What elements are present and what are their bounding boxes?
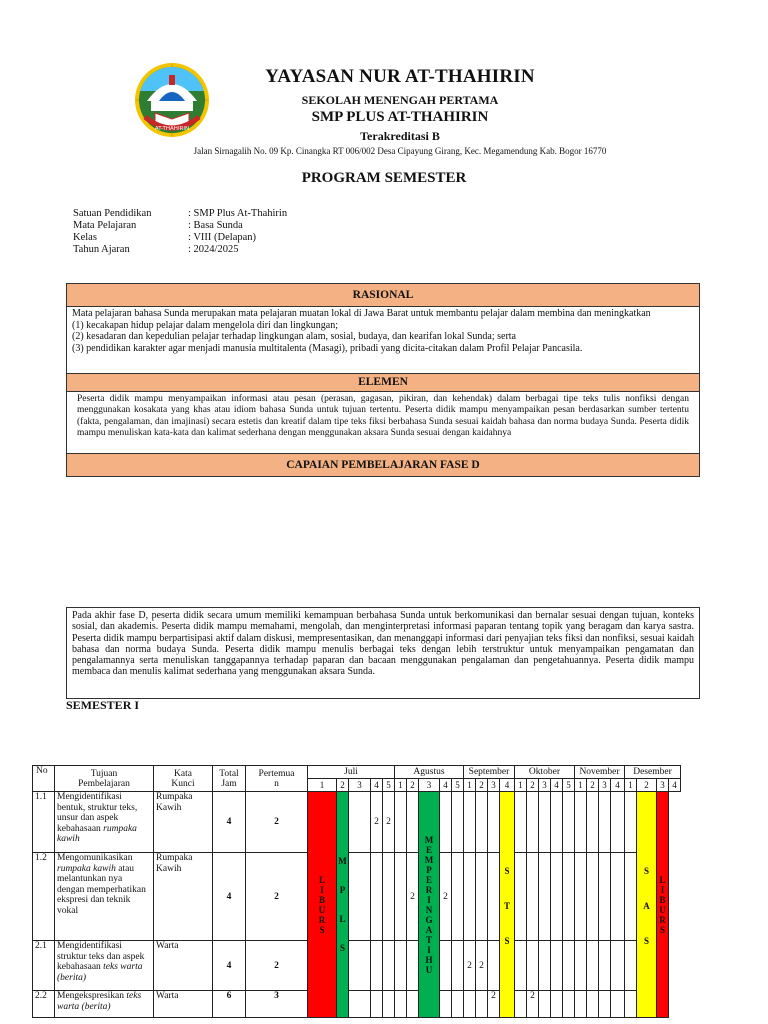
libur-letter: L bbox=[318, 874, 325, 885]
semester-schedule-table bbox=[32, 765, 681, 1018]
row-goal bbox=[55, 991, 154, 1018]
week-header: 1 bbox=[464, 779, 476, 792]
week-cell: 2 bbox=[407, 853, 419, 941]
week-cell bbox=[349, 941, 371, 991]
week-cell bbox=[575, 991, 587, 1018]
row-key: Rumpaka Kawih bbox=[154, 792, 213, 853]
row-total: 6 bbox=[213, 991, 246, 1018]
row-goal-text: Mengomunikasikan bbox=[57, 853, 133, 863]
week-cell bbox=[452, 792, 464, 853]
hut-letter: U bbox=[425, 964, 433, 975]
week-cell bbox=[575, 792, 587, 853]
week-header: 4 bbox=[371, 779, 383, 792]
elemen-heading: ELEMEN bbox=[66, 373, 700, 392]
week-cell bbox=[539, 941, 551, 991]
sts-label bbox=[500, 864, 514, 946]
hut-letter: P bbox=[426, 864, 432, 875]
libur-letter: U bbox=[659, 904, 666, 915]
month-header: November bbox=[575, 766, 625, 779]
col-header-total-line: Jam bbox=[221, 778, 237, 789]
row-goal-text: atau melantunkan nya dengan memperhatikan ekspresi dan teknik vokal bbox=[57, 863, 146, 916]
week-cell bbox=[539, 991, 551, 1018]
row-goal-italic: teks warta (berita) bbox=[57, 991, 142, 1012]
libur-letter: S bbox=[319, 924, 325, 935]
elemen-text: Peserta didik mampu menyampaikan informasi atau pesan (perasan, gagasan, pikiran, dan kehendak) dalam berbagai tipe teks tulis nonfiksi dengan menggunakan kosakata yang khas atau idiom bahasa Sunda untuk tujuan tertentu. Peserta didik mampu menyampaikan pesan berdasarkan sumber tertentu (fakta, pengalaman, dan imajinasi) secara estetis dan kreatif dalam tipe teks fiksi berbahasa Sunda sesuai kaidah bahasa dan norma budaya Sunda. Peserta didik mampu menuliskan kata-kata dan kalimat sederhana dengan menggunakan aksara Sunda sesuai dengan kaidahnya bbox=[66, 391, 700, 454]
week-cell bbox=[440, 941, 452, 991]
week-cell bbox=[539, 792, 551, 853]
identity-value: : Basa Sunda bbox=[188, 220, 243, 231]
week-header: 5 bbox=[383, 779, 395, 792]
week-cell: 2 bbox=[476, 941, 488, 991]
week-cell bbox=[464, 792, 476, 853]
sas-letter: A bbox=[643, 900, 650, 911]
week-cell bbox=[407, 941, 419, 991]
capaian-heading: CAPAIAN PEMBELAJARAN FASE D bbox=[66, 453, 700, 477]
col-header-goal bbox=[55, 766, 154, 792]
identity-row bbox=[73, 220, 287, 232]
table-row bbox=[33, 991, 681, 1018]
row-goal-italic: rumpaka kawih bbox=[57, 823, 137, 844]
week-cell bbox=[349, 991, 371, 1018]
week-header: 3 bbox=[599, 779, 611, 792]
identity-row bbox=[73, 208, 287, 220]
week-cell bbox=[440, 792, 452, 853]
row-goal bbox=[55, 853, 154, 941]
libur-letter: U bbox=[318, 904, 326, 915]
week-cell bbox=[551, 941, 563, 991]
week-cell bbox=[625, 991, 637, 1018]
hut-letter: H bbox=[425, 954, 433, 965]
week-header: 4 bbox=[669, 779, 681, 792]
identity-key: Satuan Pendidikan bbox=[73, 208, 152, 219]
week-cell bbox=[575, 853, 587, 941]
semester-label: SEMESTER I bbox=[66, 698, 140, 712]
hut-letter: M bbox=[424, 834, 434, 845]
week-header: 1 bbox=[575, 779, 587, 792]
identity-key: Tahun Ajaran bbox=[73, 244, 130, 255]
week-cell bbox=[587, 991, 599, 1018]
week-cell bbox=[383, 941, 395, 991]
identity-value: : 2024/2025 bbox=[188, 244, 239, 255]
week-cell bbox=[587, 853, 599, 941]
row-goal-italic: teks warta (berita) bbox=[57, 962, 143, 983]
capaian-text: Pada akhir fase D, peserta didik secara umum memiliki kemampuan berbahasa Sunda untuk berkomunikasi dan bernalar sesuai dengan tujuan, konteks sosial, dan akademis. Peserta didik mampu memahami, mengolah, dan menginterpretasi informasi paparan tentang topik yang beragam dan karya sastra. Peserta didik mampu berpartisipasi aktif dalam diskusi, mempresentasikan, dan menanggapi informasi dari penyajian teks fiksi dan nonfiksi, sesuai kaidah bahasa dan norma budaya Sunda. Peserta didik mampu menulis berbagai teks dengan lebih terstruktur untuk menyampaikan pengamatan dan pengalamannya serta menuliskan tanggapannya terhadap paparan dan bacaan menggunakan pengalaman dan pengetahuannya. Peserta didik mampu membaca dan menulis kalimat sederhana yang menggunakan aksara Sunda. bbox=[66, 607, 700, 699]
sts-letter: T bbox=[503, 900, 510, 911]
identity-row bbox=[73, 244, 287, 256]
week-header: 4 bbox=[551, 779, 563, 792]
week-cell bbox=[625, 853, 637, 941]
week-cell bbox=[599, 991, 611, 1018]
libur-letter: I bbox=[320, 884, 324, 895]
week-cell bbox=[440, 991, 452, 1018]
sts-letter: S bbox=[504, 865, 510, 876]
col-header-total bbox=[213, 766, 246, 792]
week-cell bbox=[383, 853, 395, 941]
school-name: SMP PLUS AT-THAHIRIN bbox=[311, 109, 489, 125]
week-cell bbox=[587, 792, 599, 853]
week-cell bbox=[551, 792, 563, 853]
week-cell bbox=[551, 853, 563, 941]
week-header: 1 bbox=[625, 779, 637, 792]
week-cell bbox=[515, 941, 527, 991]
week-cell bbox=[407, 792, 419, 853]
week-cell bbox=[464, 853, 476, 941]
row-key: Rumpaka Kawih bbox=[154, 853, 213, 941]
week-header: 2 bbox=[637, 779, 657, 792]
table-row bbox=[33, 941, 681, 991]
week-header: 4 bbox=[500, 779, 515, 792]
col-header-meetings-line: Pertemua bbox=[258, 768, 295, 779]
week-cell bbox=[383, 991, 395, 1018]
hut-letter: M bbox=[424, 854, 434, 865]
libur-letter: L bbox=[659, 874, 666, 885]
school-address: Jalan Sirnagalih No. 09 Kp. Cinangka RT 006/002 Desa Cipayung Girang, Kec. Megamendung Kab. Bogor 16770 bbox=[193, 146, 607, 156]
identity-key: Kelas bbox=[73, 232, 97, 243]
identity-block bbox=[73, 208, 287, 256]
week-cell: 2 bbox=[527, 991, 539, 1018]
col-header-goal-line: Pembelajaran bbox=[78, 778, 130, 789]
week-cell bbox=[488, 941, 500, 991]
week-cell bbox=[395, 792, 407, 853]
week-cell bbox=[452, 853, 464, 941]
week-header: 1 bbox=[515, 779, 527, 792]
mpls-letter: S bbox=[339, 943, 345, 953]
row-goal-text: Mengidentifikasi struktur teks dan aspek kebahasaan bbox=[57, 941, 145, 972]
week-cell bbox=[452, 941, 464, 991]
row-no: 2.1 bbox=[33, 941, 55, 991]
week-cell bbox=[563, 792, 575, 853]
week-cell bbox=[539, 853, 551, 941]
hut-letter: I bbox=[427, 894, 431, 905]
week-cell bbox=[407, 991, 419, 1018]
week-header: 2 bbox=[337, 779, 349, 792]
week-header: 5 bbox=[563, 779, 575, 792]
week-cell bbox=[575, 941, 587, 991]
libur-cell bbox=[308, 792, 337, 1018]
week-cell bbox=[527, 941, 539, 991]
school-logo bbox=[133, 61, 211, 139]
week-cell bbox=[527, 853, 539, 941]
sas-letter: S bbox=[643, 865, 649, 876]
libur-letter: R bbox=[659, 914, 666, 925]
row-no: 2.2 bbox=[33, 991, 55, 1018]
libur-cell bbox=[657, 792, 669, 1018]
week-cell bbox=[395, 853, 407, 941]
foundation-name: YAYASAN NUR AT-THAHIRIN bbox=[265, 66, 535, 87]
accreditation: Terakreditasi B bbox=[360, 129, 440, 143]
sas-letter: S bbox=[643, 935, 649, 946]
week-cell bbox=[563, 853, 575, 941]
hut-letter: G bbox=[425, 914, 433, 925]
rasional-item: (2) kesadaran dan kepedulian pelajar terhadap lingkungan alam, sosial, budaya, dan kearifan lokal Sunda; serta bbox=[72, 331, 516, 342]
week-header: 3 bbox=[539, 779, 551, 792]
month-header: Oktober bbox=[515, 766, 575, 779]
week-header: 2 bbox=[587, 779, 599, 792]
hut-letter: I bbox=[427, 944, 431, 955]
svg-text:AT-THAHIRIN: AT-THAHIRIN bbox=[154, 126, 190, 132]
row-no: 1.1 bbox=[33, 792, 55, 853]
col-header-key bbox=[154, 766, 213, 792]
col-header-no: No bbox=[33, 766, 55, 792]
week-cell bbox=[625, 941, 637, 991]
week-cell: 2 bbox=[464, 941, 476, 991]
identity-value: : SMP Plus At-Thahirin bbox=[188, 208, 288, 219]
rasional-item: (3) pendidikan karakter agar menjadi manusia multitalenta (Masagi), pribadi yang dicita-citakan dalam Profil Pelajar Pancasila. bbox=[72, 342, 583, 354]
identity-value: : VIII (Delapan) bbox=[188, 232, 257, 243]
week-cell bbox=[515, 853, 527, 941]
hut-letter: T bbox=[425, 934, 432, 945]
row-meetings: 2 bbox=[246, 941, 308, 991]
col-header-meetings-line: n bbox=[274, 778, 279, 789]
sts-cell bbox=[500, 792, 515, 1018]
sas-label bbox=[637, 864, 656, 946]
hut-letter: N bbox=[425, 904, 433, 915]
week-cell bbox=[349, 853, 371, 941]
mpls-letter: M bbox=[338, 856, 347, 866]
row-meetings: 2 bbox=[246, 853, 308, 941]
week-header: 2 bbox=[407, 779, 419, 792]
week-cell bbox=[563, 991, 575, 1018]
week-cell bbox=[611, 792, 625, 853]
week-cell bbox=[476, 991, 488, 1018]
week-cell bbox=[587, 941, 599, 991]
memperingati-hut-label bbox=[419, 833, 439, 977]
week-cell bbox=[371, 991, 383, 1018]
week-header: 3 bbox=[349, 779, 371, 792]
mpls-label bbox=[337, 856, 348, 953]
week-cell bbox=[551, 991, 563, 1018]
week-header: 1 bbox=[308, 779, 337, 792]
sas-cell bbox=[637, 792, 657, 1018]
week-cell bbox=[611, 941, 625, 991]
hut-letter: A bbox=[425, 924, 433, 935]
row-no: 1.2 bbox=[33, 853, 55, 941]
libur-letter: I bbox=[660, 884, 665, 895]
week-cell: 2 bbox=[488, 991, 500, 1018]
identity-row bbox=[73, 232, 287, 244]
week-header: 4 bbox=[611, 779, 625, 792]
week-header: 3 bbox=[419, 779, 440, 792]
week-cell bbox=[599, 853, 611, 941]
table-row bbox=[33, 792, 681, 853]
month-header: Juli bbox=[308, 766, 395, 779]
week-cell: 2 bbox=[440, 853, 452, 941]
week-header: 2 bbox=[476, 779, 488, 792]
week-cell bbox=[599, 941, 611, 991]
mpls-letter: P bbox=[339, 885, 346, 895]
table-row bbox=[33, 853, 681, 941]
row-key: Warta bbox=[154, 941, 213, 991]
week-cell bbox=[599, 792, 611, 853]
libur-label bbox=[308, 875, 336, 935]
week-cell bbox=[611, 853, 625, 941]
week-cell bbox=[395, 941, 407, 991]
rasional-text bbox=[66, 306, 700, 374]
week-cell: 2 bbox=[383, 792, 395, 853]
document-title: PROGRAM SEMESTER bbox=[301, 170, 467, 186]
col-header-key-line: Kunci bbox=[171, 778, 195, 789]
logo-emblem-icon bbox=[133, 61, 211, 139]
week-cell bbox=[515, 792, 527, 853]
col-header-key-line: Kata bbox=[174, 768, 192, 779]
col-header-goal-line: Tujuan bbox=[90, 768, 118, 779]
libur-letter: B bbox=[318, 894, 325, 905]
school-level: SEKOLAH MENENGAH PERTAMA bbox=[301, 93, 499, 107]
rasional-heading: RASIONAL bbox=[66, 283, 700, 307]
mpls-cell bbox=[337, 792, 349, 1018]
rasional-intro: Mata pelajaran bahasa Sunda merupakan mata pelajaran muatan lokal di Jawa Barat untuk membantu pelajar dalam membina dan meningkatkan bbox=[72, 308, 651, 319]
memperingati-hut-cell bbox=[419, 792, 440, 1018]
libur-letter: S bbox=[659, 924, 665, 935]
hut-letter: E bbox=[425, 874, 432, 885]
month-header: Desember bbox=[625, 766, 681, 779]
week-cell bbox=[395, 991, 407, 1018]
rasional-item: (1) kecakapan hidup pelajar dalam mengelola diri dan lingkungan; bbox=[72, 319, 339, 331]
row-goal-text: Mengidentifikasi bentuk, struktur teks, unsur dan aspek kebahasaan bbox=[57, 792, 138, 834]
row-goal bbox=[55, 792, 154, 853]
hut-letter: E bbox=[425, 844, 432, 855]
week-cell bbox=[476, 792, 488, 853]
mpls-letter: L bbox=[339, 914, 346, 924]
week-cell bbox=[611, 991, 625, 1018]
week-cell bbox=[349, 792, 371, 853]
month-header: Agustus bbox=[395, 766, 464, 779]
row-total: 4 bbox=[213, 792, 246, 853]
libur-label bbox=[657, 875, 668, 935]
col-header-meetings bbox=[246, 766, 308, 792]
week-cell bbox=[464, 991, 476, 1018]
hut-letter: R bbox=[425, 884, 433, 895]
week-header: 1 bbox=[395, 779, 407, 792]
week-header: 3 bbox=[488, 779, 500, 792]
week-header: 5 bbox=[452, 779, 464, 792]
row-key: Warta bbox=[154, 991, 213, 1018]
week-cell bbox=[371, 941, 383, 991]
month-header: September bbox=[464, 766, 515, 779]
week-cell bbox=[452, 991, 464, 1018]
week-cell bbox=[476, 853, 488, 941]
row-meetings: 3 bbox=[246, 991, 308, 1018]
week-header: 2 bbox=[527, 779, 539, 792]
week-cell: 2 bbox=[371, 792, 383, 853]
week-cell bbox=[527, 792, 539, 853]
row-goal-italic: rumpaka kawih bbox=[57, 863, 116, 874]
col-header-total-line: Total bbox=[219, 768, 239, 779]
week-cell bbox=[371, 853, 383, 941]
row-total: 4 bbox=[213, 853, 246, 941]
week-header: 4 bbox=[440, 779, 452, 792]
row-meetings: 2 bbox=[246, 792, 308, 853]
row-goal-text: Mengekspresikan bbox=[57, 991, 125, 1001]
week-cell bbox=[488, 792, 500, 853]
sts-letter: S bbox=[504, 935, 510, 946]
libur-letter: R bbox=[318, 914, 326, 925]
week-cell bbox=[488, 853, 500, 941]
week-cell bbox=[515, 991, 527, 1018]
row-total: 4 bbox=[213, 941, 246, 991]
libur-letter: B bbox=[659, 894, 666, 905]
week-cell bbox=[625, 792, 637, 853]
row-goal bbox=[55, 941, 154, 991]
week-header: 3 bbox=[657, 779, 669, 792]
week-cell bbox=[563, 941, 575, 991]
identity-key: Mata Pelajaran bbox=[73, 220, 137, 231]
